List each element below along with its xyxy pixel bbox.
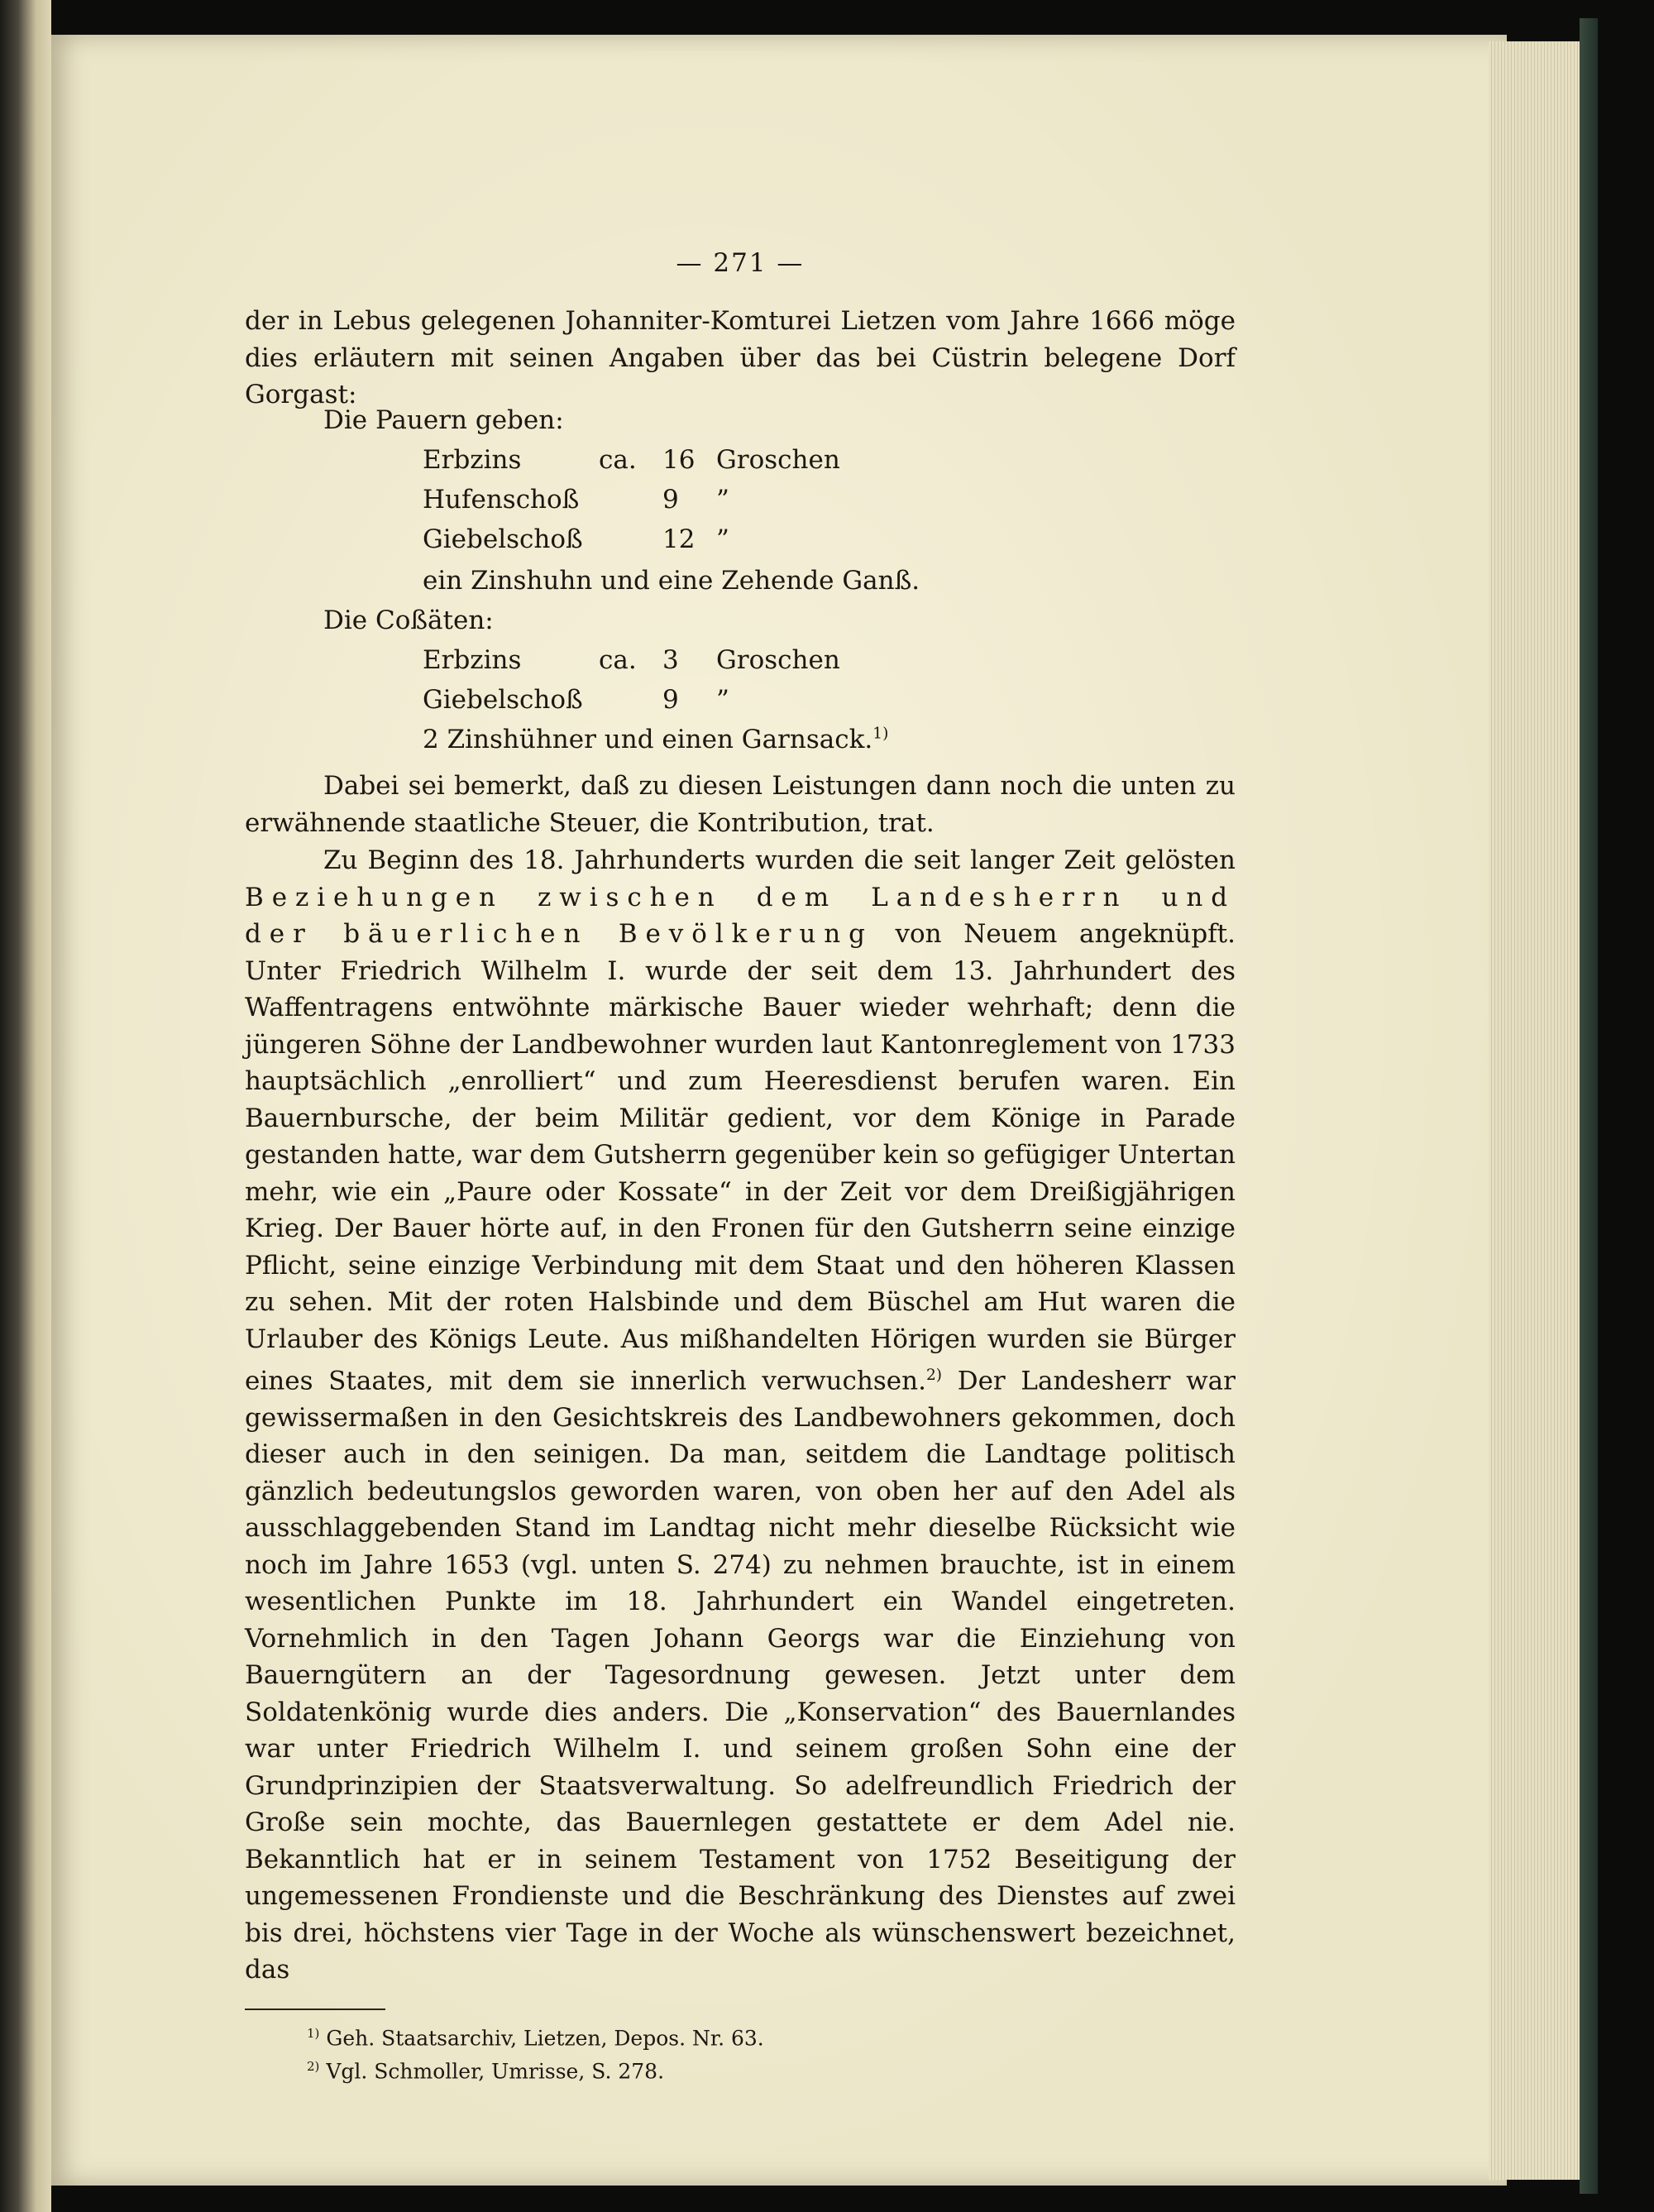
cossaeten-row-2-unit: ” [716,685,729,715]
cossaeten-row-1-ca: ca. [599,645,637,675]
footnote-1 [307,2018,764,2053]
footnote-divider [245,2009,385,2010]
paragraph-1: Dabei sei bemerkt, daß zu diesen Leistungen dann noch die unten zu erwähnende staatliche Steuer, die Kontribution, trat. [245,771,1236,838]
bauern-row-1-name: Erbzins [423,445,522,475]
bauern-row-1-unit: Groschen [716,445,840,475]
bauern-row-3-value: 12 [662,524,696,554]
footnote-1-text: Geh. Staatsarchiv, Lietzen, Depos. Nr. 63. [326,2026,764,2051]
cossaeten-row-2-name: Giebelschoß [423,685,583,715]
bauern-row-2-value: 9 [662,485,679,515]
page-edges [1489,41,1580,2180]
bauern-row-3-name: Giebelschoß [423,524,583,554]
cossaeten-extra: 2 Zinshühner und einen Garnsack. [423,725,873,754]
bauern-row-1-value: 16 [662,445,696,475]
paragraph-2-after-note: Der Landesherr war gewissermaßen in den Gesichtskreis des Landbewohners gekommen, doch dieser auch in den seinigen. Da man, seitdem die Landtage politisch gänzlich bedeutungslos geworden waren, von oben her auf den Adel als ausschlaggebenden Stand im Landtag nicht mehr dieselbe Rücksicht wie noch im Jahre 1653 (vgl. unten S. 274) zu nehmen brauchte, ist in einem wesentlichen Punkte im 18. Jahrhundert ein Wandel eingetreten. Vornehmlich in den Tagen Johann Georgs war die Einziehung von Bauerngütern an der Tagesordnung gewesen. Jetzt unter dem Soldatenkönig wurde dies anders. Die „Konservation“ des Bauernlandes war unter Friedrich Wilhelm I. und seinem großen Sohn eine der Grundprinzipien der Staatsverwaltung. So adelfreundlich Friedrich der Große sein mochte, das Bauernlegen gestattete er dem Adel nie. Bekanntlich hat er in seinem Testament von 1752 Beseitigung der ungemessenen Frondienste und die Beschränkung des Dienstes auf zwei bis drei, höchstens vier Tage in der Woche als wünschenswert bezeichnet, das [245,1366,1236,1985]
cossaeten-row-2-value: 9 [662,685,679,715]
paragraph-2 [245,842,1236,1989]
bauern-label: Die Pauern geben: [323,405,564,435]
footnote-ref-1: 1) [872,725,889,743]
footnote-2-text: Vgl. Schmoller, Umrisse, S. 278. [326,2059,665,2084]
paragraph-2-start: Zu Beginn des 18. Jahrhunderts wurden die seit langer Zeit gelösten [323,845,1236,875]
footnote-ref-2: 2) [925,1367,943,1384]
bauern-row-3-unit: ” [716,524,729,554]
cossaeten-row-1-unit: Groschen [716,645,840,675]
intro-paragraph: der in Lebus gelegenen Johanniter-Komturei Lietzen vom Jahre 1666 möge dies erläutern mit seinen Angaben über das bei Cüstrin belegene Dorf Gorgast: [245,306,1236,409]
cossaeten-extra-line [423,725,888,754]
page-number: — 271 — [676,248,805,278]
footnote-2-mark: 2) [307,2059,320,2074]
cossaeten-row-1-name: Erbzins [423,645,522,675]
paragraph-2-after-spaced: von Neuem angeknüpft. Unter Friedrich Wilhelm I. wurde der seit dem 13. Jahrhundert des Waffentragens entwöhnte märkische Bauer wieder wehrhaft; denn die jüngeren Söhne der Landbewohner wurden laut Kantonreglement von 1733 hauptsächlich „enrolliert“ und zum Heeresdienst berufen waren. Ein Bauernbursche, der beim Militär gedient, vor dem Könige in Parade gestanden hatte, war dem Gutsherrn gegenüber kein so gefügiger Untertan mehr, wie ein „Paure oder Kossate“ in der Zeit vor dem Dreißigjährigen Krieg. Der Bauer hörte auf, in den Fronen für den Gutsherrn seine einzige Pflicht, seine einzige Verbindung mit dem Staat und den höheren Klassen zu sehen. Mit der roten Halsbinde und dem Büschel am Hut waren die Urlauber des Königs Leute. Aus mißhandelten Hörigen wurden sie Bürger eines Staates, mit dem sie innerlich verwuchsen. [245,919,1236,1396]
bauern-extra: ein Zinshuhn und eine Zehende Ganß. [423,566,920,596]
cossaeten-row-1-value: 3 [662,645,679,675]
paragraph-2-spaced: Beziehungen zwischen dem Landesherrn und der bäuerlichen Bevölkerung [245,882,1236,949]
footnote-1-mark: 1) [307,2026,320,2041]
bauern-row-2-name: Hufenschoß [423,485,580,515]
bauern-row-2-unit: ” [716,485,729,515]
bauern-row-1-ca: ca. [599,445,637,475]
left-page-edge [0,0,51,2212]
footnote-2 [307,2052,664,2086]
cossaeten-label: Die Coßäten: [323,606,494,635]
book-cover-edge [1580,18,1598,2194]
